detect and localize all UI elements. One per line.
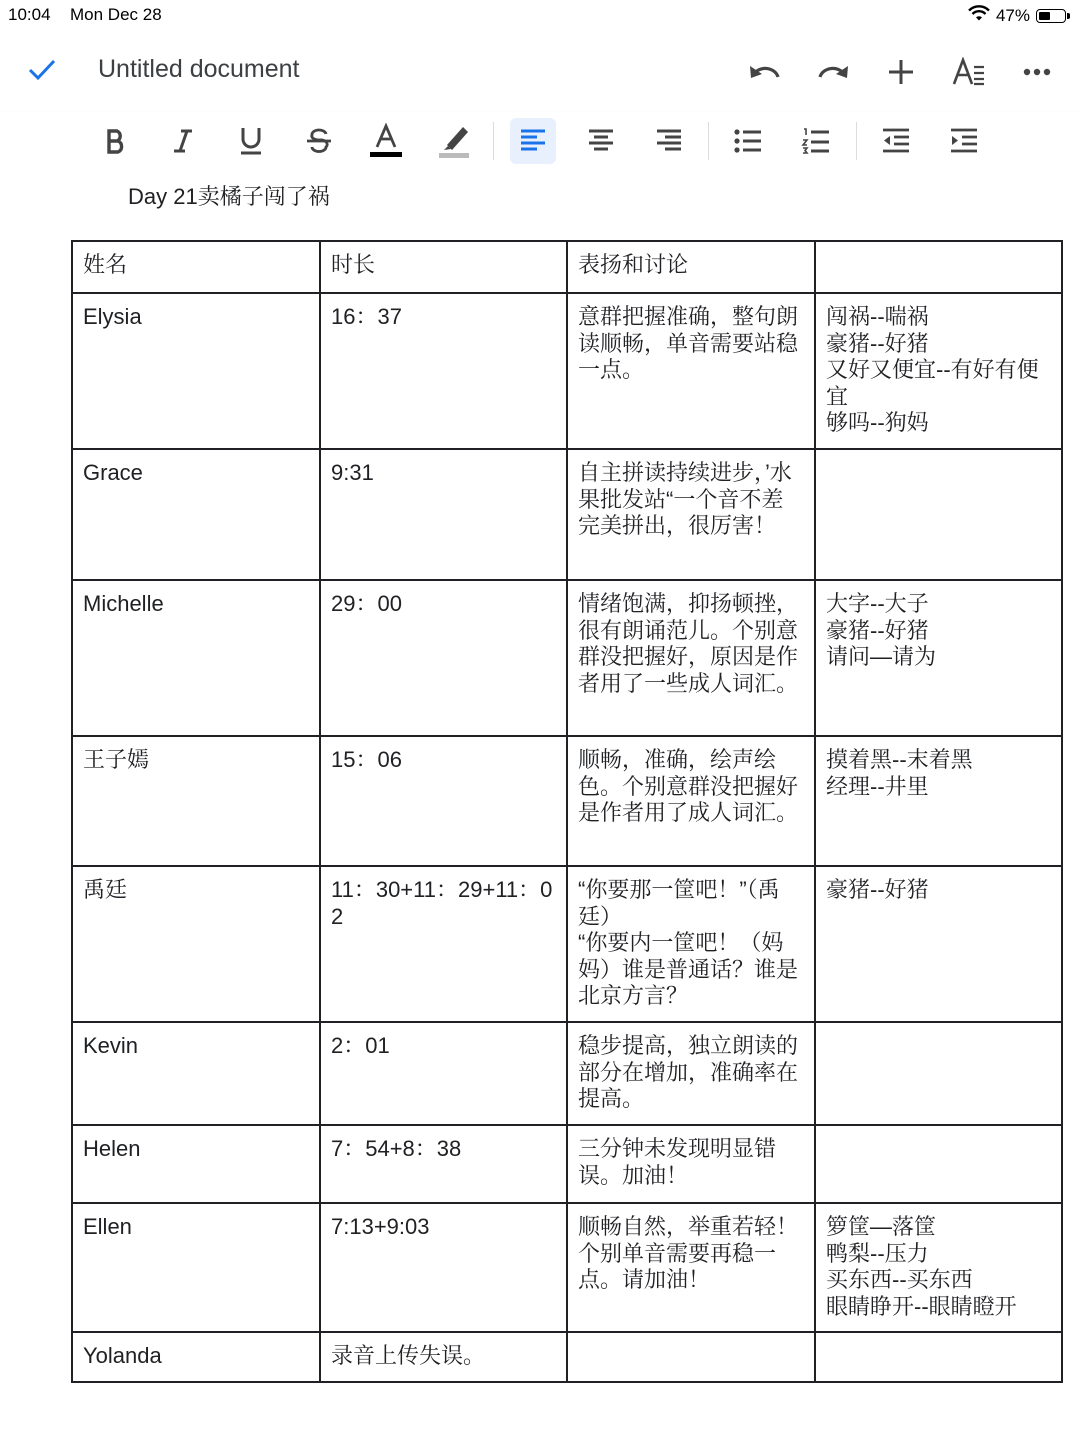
comment-cell[interactable]: 顺畅，准确，绘声绘色。个别意群没把握好是作者用了成人词汇。 — [567, 736, 815, 866]
document-body[interactable] — [0, 170, 1080, 1440]
name-cell[interactable]: Helen — [72, 1125, 320, 1203]
title-bar — [0, 40, 1080, 102]
duration-cell[interactable]: 7:13+9:03 — [320, 1203, 567, 1332]
duration-cell[interactable]: 16：37 — [320, 293, 567, 449]
table-row — [72, 580, 1062, 736]
table-row — [72, 1125, 1062, 1203]
toolbar-divider — [856, 122, 857, 160]
document-title[interactable]: Untitled document — [98, 55, 300, 83]
notes-cell[interactable] — [815, 1125, 1062, 1203]
name-cell[interactable]: Yolanda — [72, 1332, 320, 1382]
status-right — [968, 5, 1066, 26]
header-cell[interactable]: 时长 — [320, 241, 567, 293]
battery-icon — [1036, 9, 1066, 23]
name-cell[interactable]: Ellen — [72, 1203, 320, 1332]
name-cell[interactable]: Kevin — [72, 1022, 320, 1125]
text-format-icon[interactable] — [946, 52, 992, 92]
status-date: Mon Dec 28 — [70, 5, 162, 24]
bullet-list-icon[interactable] — [725, 118, 771, 164]
table-row — [72, 293, 1062, 449]
bold-icon[interactable] — [93, 118, 139, 164]
duration-cell[interactable]: 7：54+8：38 — [320, 1125, 567, 1203]
strikethrough-icon[interactable] — [296, 118, 342, 164]
notes-cell[interactable]: 摸着黑--末着黑 经理--井里 — [815, 736, 1062, 866]
table-row — [72, 1332, 1062, 1382]
add-icon[interactable] — [878, 52, 924, 92]
battery-percent: 47% — [995, 5, 1030, 25]
numbered-list-icon[interactable] — [793, 118, 839, 164]
name-cell[interactable]: Michelle — [72, 580, 320, 736]
comment-cell[interactable]: 自主拼读持续进步，’水果批发站“一个音不差完美拼出，很厉害！ — [567, 449, 815, 580]
name-cell[interactable]: 禹廷 — [72, 866, 320, 1022]
duration-cell[interactable]: 9:31 — [320, 449, 567, 580]
header-cell[interactable]: 表扬和讨论 — [567, 241, 815, 293]
comment-cell[interactable] — [567, 1332, 815, 1382]
notes-cell[interactable]: 箩筐—落筐 鸭梨--压力 买东西--买东西 眼睛睁开--眼睛瞪开 — [815, 1203, 1062, 1332]
table-row — [72, 866, 1062, 1022]
wifi-icon — [968, 5, 990, 26]
name-cell[interactable]: Elysia — [72, 293, 320, 449]
document-heading[interactable]: Day 21卖橘子闯了祸 — [128, 184, 330, 209]
redo-icon[interactable] — [810, 52, 856, 92]
format-toolbar — [0, 112, 1080, 170]
decrease-indent-icon[interactable] — [873, 118, 919, 164]
toolbar-divider — [708, 122, 709, 160]
undo-icon[interactable] — [742, 52, 788, 92]
more-icon[interactable] — [1014, 52, 1060, 92]
comment-cell[interactable]: 稳步提高，独立朗读的部分在增加，准确率在提高。 — [567, 1022, 815, 1125]
comment-cell[interactable]: 顺畅自然，举重若轻！个别单音需要再稳一点。请加油！ — [567, 1203, 815, 1332]
underline-icon[interactable] — [228, 118, 274, 164]
increase-indent-icon[interactable] — [941, 118, 987, 164]
italic-icon[interactable] — [160, 118, 206, 164]
align-center-icon[interactable] — [578, 118, 624, 164]
status-bar — [0, 0, 1080, 30]
comment-cell[interactable]: “你要那一筐吧！”（禹廷） “你要内一筐吧！（妈妈）谁是普通话？谁是北京方言？ — [567, 866, 815, 1022]
notes-cell[interactable] — [815, 1022, 1062, 1125]
notes-cell[interactable]: 闯祸--喘祸 豪猪--好猪 又好又便宜--有好有便宜 够吗--狗妈 — [815, 293, 1062, 449]
duration-cell[interactable]: 11：30+11：29+11：02 — [320, 866, 567, 1022]
name-cell[interactable]: Grace — [72, 449, 320, 580]
notes-cell[interactable]: 豪猪--好猪 — [815, 866, 1062, 1022]
toolbar-divider — [493, 122, 494, 160]
text-color-icon[interactable] — [363, 118, 409, 164]
table-header-row — [72, 241, 1062, 293]
comment-cell[interactable]: 意群把握准确，整句朗读顺畅，单音需要站稳一点。 — [567, 293, 815, 449]
status-time: 10:04 — [8, 5, 51, 24]
checkmark-icon[interactable] — [28, 58, 56, 87]
comment-cell[interactable]: 三分钟未发现明显错误。加油！ — [567, 1125, 815, 1203]
highlight-icon[interactable] — [431, 118, 477, 164]
align-left-icon[interactable] — [510, 118, 556, 164]
notes-cell[interactable]: 大字--大子 豪猪--好猪 请问—请为 — [815, 580, 1062, 736]
align-right-icon[interactable] — [646, 118, 692, 164]
name-cell[interactable]: 王子嫣 — [72, 736, 320, 866]
review-table[interactable] — [71, 240, 1063, 1383]
table-row — [72, 449, 1062, 580]
table-row — [72, 1022, 1062, 1125]
duration-cell[interactable]: 录音上传失误。 — [320, 1332, 567, 1382]
duration-cell[interactable]: 2：01 — [320, 1022, 567, 1125]
header-cell[interactable] — [815, 241, 1062, 293]
table-row — [72, 736, 1062, 866]
comment-cell[interactable]: 情绪饱满，抑扬顿挫，很有朗诵范儿。个别意群没把握好，原因是作者用了一些成人词汇。 — [567, 580, 815, 736]
duration-cell[interactable]: 29：00 — [320, 580, 567, 736]
table-row — [72, 1203, 1062, 1332]
notes-cell[interactable] — [815, 449, 1062, 580]
duration-cell[interactable]: 15：06 — [320, 736, 567, 866]
header-cell[interactable]: 姓名 — [72, 241, 320, 293]
notes-cell[interactable] — [815, 1332, 1062, 1382]
